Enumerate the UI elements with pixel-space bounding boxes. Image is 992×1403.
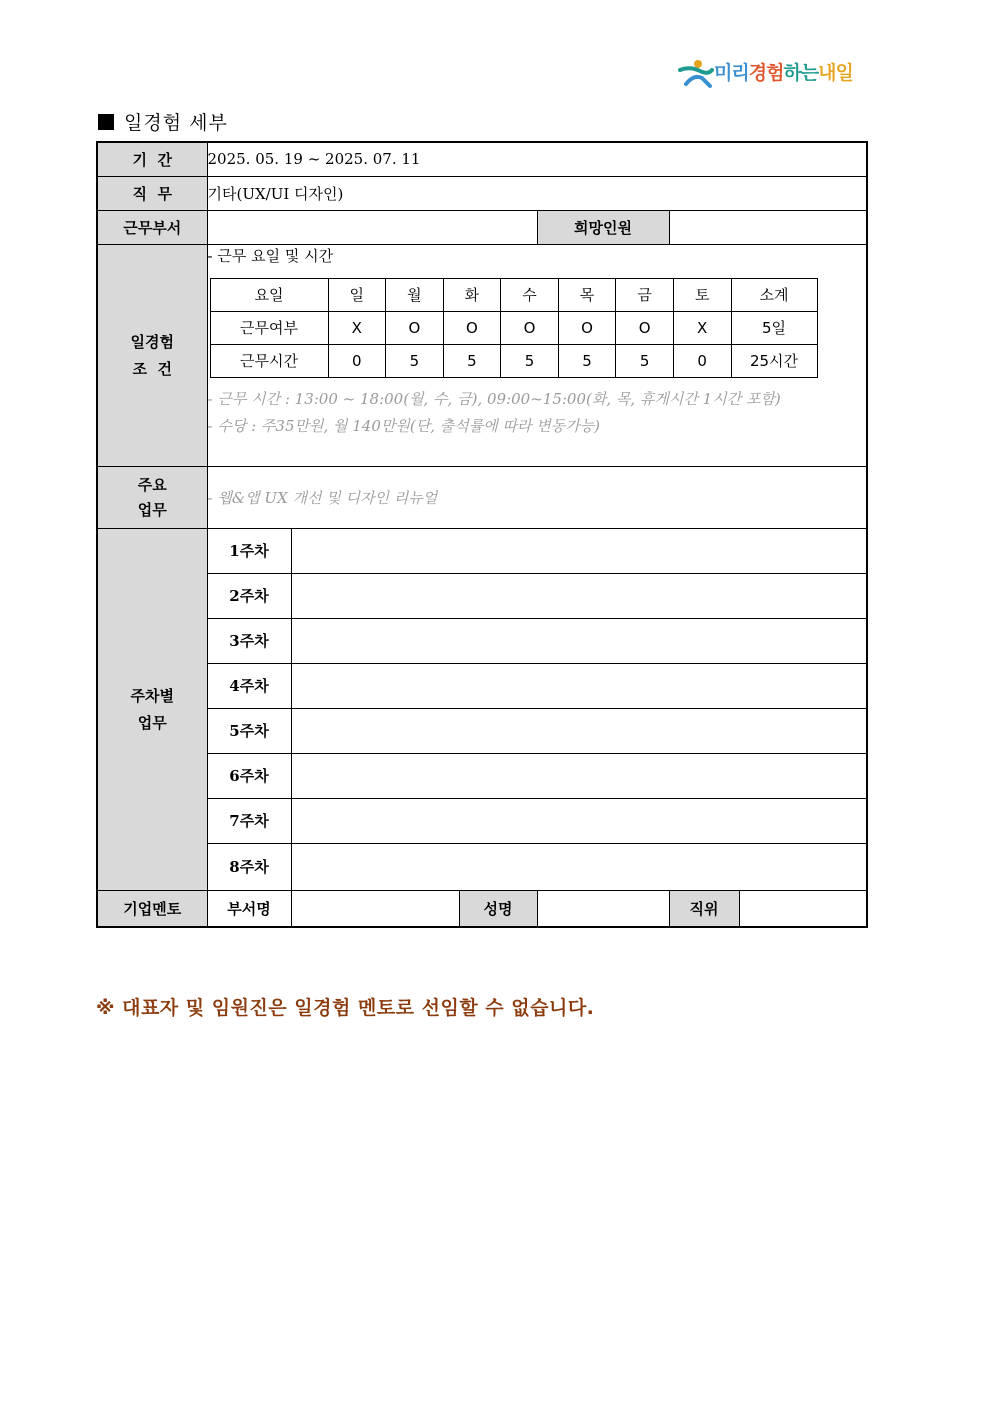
schedule-header-cell: 월: [386, 278, 444, 311]
weekly-task-label: 주차별 업무: [97, 528, 207, 890]
week-task-cell[interactable]: [291, 798, 867, 843]
mentor-notice: ※ 대표자 및 임원진은 일경험 멘토로 선임할 수 없습니다.: [96, 997, 595, 1019]
period-value: 2025. 05. 19 ~ 2025. 07. 11: [207, 142, 867, 176]
schedule-row-hours: [210, 344, 817, 377]
week-label: 1주차: [207, 528, 291, 573]
main-task-label: 주요 업무: [97, 466, 207, 528]
week-task-cell[interactable]: [291, 618, 867, 663]
schedule-cell: 5: [558, 344, 616, 377]
black-square-icon: [98, 114, 114, 130]
department-label: 근무부서: [97, 210, 207, 244]
mentor-name-value[interactable]: [537, 890, 669, 927]
schedule-cell: 5: [501, 344, 559, 377]
week-label: 2주차: [207, 573, 291, 618]
mentor-name-label: 성명: [459, 890, 537, 927]
schedule-row-label: 근무시간: [210, 344, 328, 377]
week-task-cell[interactable]: [291, 663, 867, 708]
schedule-cell: 0: [328, 344, 386, 377]
week-task-cell[interactable]: [291, 528, 867, 573]
schedule-row-label: 근무여부: [210, 311, 328, 344]
schedule-cell: O: [501, 311, 559, 344]
schedule-table: [210, 278, 818, 378]
week-label: 4주차: [207, 663, 291, 708]
week-label: 5주차: [207, 708, 291, 753]
conditions-heading: - 근무 요일 및 시간: [207, 246, 334, 265]
schedule-header-cell: 목: [558, 278, 616, 311]
mentor-label: 기업멘토: [97, 890, 207, 927]
hope-count-value[interactable]: [669, 210, 867, 244]
schedule-header-cell: 토: [673, 278, 731, 311]
work-hours-note: - 근무 시간 : 13:00 ~ 18:00(월, 수, 금), 09:00~15:00(화, 목, 휴게시간 1시간 포함): [207, 389, 781, 408]
mentor-position-value[interactable]: [739, 890, 867, 927]
period-label: 기 간: [97, 142, 207, 176]
conditions-content: [207, 244, 867, 466]
program-logo: [676, 56, 896, 90]
mentor-dept-value[interactable]: [291, 890, 459, 927]
schedule-cell: 0: [673, 344, 731, 377]
section-title: 일경험 세부: [98, 108, 228, 135]
job-label: 직 무: [97, 176, 207, 210]
main-task-value: - 웹&앱 UX 개선 및 디자인 리뉴얼: [207, 466, 867, 528]
schedule-cell: O: [616, 311, 674, 344]
week-task-cell[interactable]: [291, 708, 867, 753]
week-task-cell[interactable]: [291, 843, 867, 890]
department-value[interactable]: [207, 210, 537, 244]
schedule-header-cell: 화: [443, 278, 501, 311]
person-figure-icon: [676, 56, 716, 90]
schedule-header-cell: 일: [328, 278, 386, 311]
schedule-header-row: [210, 278, 817, 311]
schedule-cell: 5일: [731, 311, 817, 344]
experience-detail-table: [96, 141, 868, 928]
schedule-row-attendance: [210, 311, 817, 344]
job-value: 기타(UX/UI 디자인): [207, 176, 867, 210]
week-label: 7주차: [207, 798, 291, 843]
allowance-note: - 수당 : 주35만원, 월 140만원(단, 출석률에 따라 변동가능): [207, 416, 601, 435]
mentor-dept-label: 부서명: [207, 890, 291, 927]
week-label: 8주차: [207, 843, 291, 890]
schedule-cell: O: [386, 311, 444, 344]
logo-text: 미리경험하는내일: [714, 62, 853, 84]
schedule-header-cell: 수: [501, 278, 559, 311]
week-label: 6주차: [207, 753, 291, 798]
hope-count-label: 희망인원: [537, 210, 669, 244]
schedule-cell: 25시간: [731, 344, 817, 377]
schedule-cell: X: [328, 311, 386, 344]
schedule-cell: 5: [616, 344, 674, 377]
mentor-position-label: 직위: [669, 890, 739, 927]
schedule-cell: O: [558, 311, 616, 344]
week-task-cell[interactable]: [291, 573, 867, 618]
schedule-cell: X: [673, 311, 731, 344]
schedule-header-cell: 금: [616, 278, 674, 311]
week-label: 3주차: [207, 618, 291, 663]
conditions-label: 일경험 조 건: [97, 244, 207, 466]
week-task-cell[interactable]: [291, 753, 867, 798]
schedule-header-cell: 요일: [210, 278, 328, 311]
schedule-header-cell: 소계: [731, 278, 817, 311]
schedule-cell: 5: [443, 344, 501, 377]
schedule-cell: 5: [386, 344, 444, 377]
schedule-cell: O: [443, 311, 501, 344]
